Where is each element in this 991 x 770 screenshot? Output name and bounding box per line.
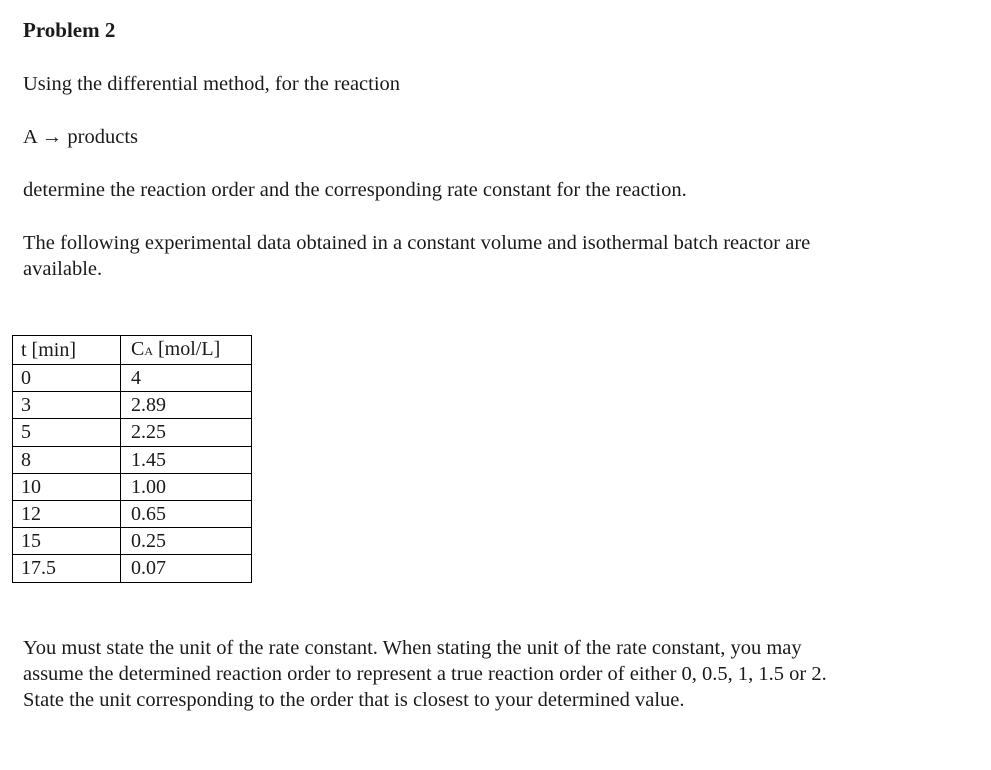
table-row: [13, 500, 252, 527]
intro-text: Using the differential method, for the reaction: [23, 73, 401, 95]
time-cell: 3: [13, 392, 121, 419]
concentration-cell: 0.65: [121, 500, 252, 527]
data-intro-line-2: available.: [23, 258, 103, 280]
data-intro-line-1: The following experimental data obtained in a constant volume and isothermal batch reactor are: [23, 232, 811, 254]
concentration-cell: 1.00: [121, 473, 252, 500]
header-c-subscript: A: [144, 344, 154, 358]
concentration-cell: 2.25: [121, 419, 252, 446]
time-cell: 12: [13, 500, 121, 527]
time-cell: 10: [13, 473, 121, 500]
header-concentration: [121, 336, 252, 365]
table-header-row: [13, 336, 252, 365]
problem-heading: Problem 2: [23, 18, 116, 42]
note-line-1: You must state the unit of the rate constant. When stating the unit of the rate constant, you may: [23, 637, 802, 659]
time-cell: 8: [13, 446, 121, 473]
data-intro-text: [23, 230, 810, 282]
header-c-unit: [mol/L]: [153, 338, 221, 360]
task-text: determine the reaction order and the corresponding rate constant for the reaction.: [23, 179, 687, 201]
time-cell: 17.5: [13, 555, 121, 582]
table-row: [13, 555, 252, 582]
time-cell: 5: [13, 419, 121, 446]
concentration-cell: 0.07: [121, 555, 252, 582]
header-time: t [min]: [13, 336, 121, 365]
reaction-equation: A → products: [23, 126, 139, 148]
unit-instructions: [23, 635, 827, 713]
note-line-3: State the unit corresponding to the order that is closest to your determined value.: [23, 689, 685, 711]
concentration-cell: 1.45: [121, 446, 252, 473]
table-row: [13, 473, 252, 500]
time-cell: 0: [13, 365, 121, 392]
table-row: [13, 365, 252, 392]
table-row: [13, 528, 252, 555]
concentration-cell: 4: [121, 365, 252, 392]
concentration-cell: 2.89: [121, 392, 252, 419]
table-row: [13, 446, 252, 473]
note-line-2: assume the determined reaction order to represent a true reaction order of either 0, 0.5, 1, 1.5 or 2.: [23, 663, 827, 685]
table-row: [13, 419, 252, 446]
table-row: [13, 392, 252, 419]
experimental-data-table: [12, 335, 252, 583]
time-cell: 15: [13, 528, 121, 555]
concentration-cell: 0.25: [121, 528, 252, 555]
header-c-main: C: [131, 338, 145, 360]
